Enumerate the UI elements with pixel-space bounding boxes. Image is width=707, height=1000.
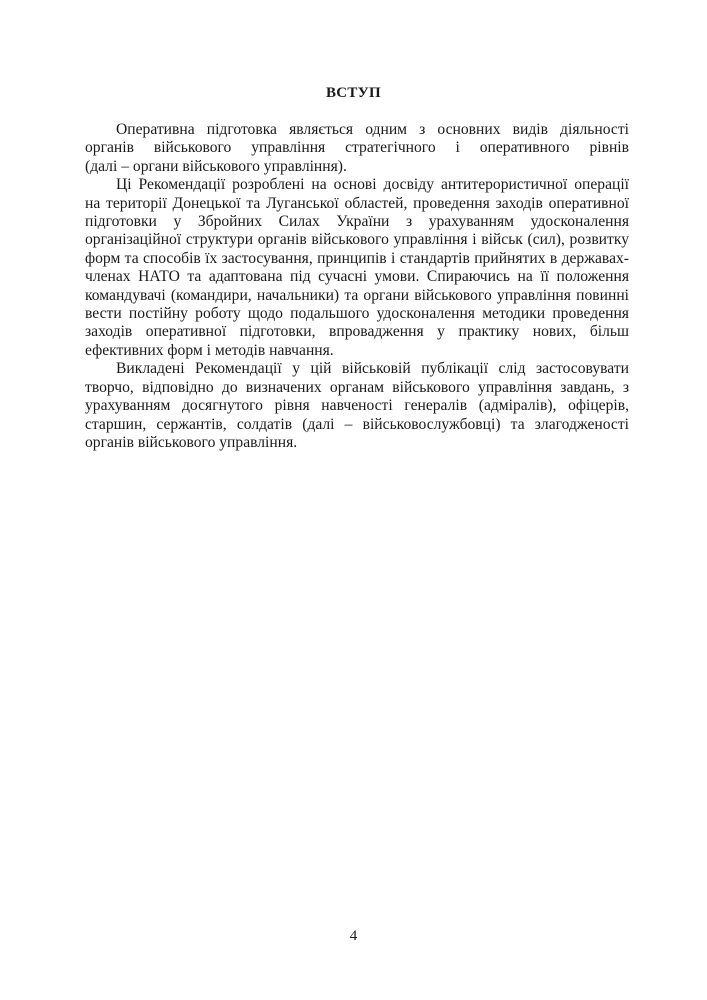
text-line: Викладені Рекомендації у цій військовій публікації слід застосовувати [116, 360, 629, 378]
text-line: Оперативна підготовка являється одним з основних видів діяльності [116, 121, 629, 138]
paragraph-2 [85, 176, 629, 360]
text-line: заходів оперативної підготовки, впровадження у практику нових, більш [85, 323, 629, 341]
text-line: вести постійну роботу щодо подальшого удосконалення методики проведення [85, 305, 629, 323]
text-line: на території Донецької та Луганської областей, проведення заходів оперативної [85, 194, 629, 212]
paragraph-3 [85, 360, 629, 452]
paragraph-1 [85, 121, 629, 176]
text-line: Ці Рекомендації розроблені на основі досвіду антитерористичної операції [116, 176, 629, 194]
text-line: урахуванням досягнутого рівня навченості генералів (адміралів), офіцерів, [85, 397, 629, 415]
text-line: командувачі (командири, начальники) та органи військового управління повинні [85, 286, 629, 304]
page-number: 4 [349, 928, 358, 944]
text-line: членах НАТО та адаптована під сучасні умови. Спираючись на її положення [85, 268, 629, 286]
text-line: підготовки у Збройних Силах України з урахуванням удосконалення [85, 213, 629, 231]
body-text [85, 121, 629, 452]
text-line: ефективних форм і методів навчання. [85, 341, 334, 359]
text-line: органів військового управління. [85, 433, 298, 451]
text-line: (далі – органи військового управління). [85, 157, 347, 175]
text-line: організаційної структури органів військового управління і військ (сил), розвитку [85, 231, 629, 249]
text-line: творчо, відповідно до визначених органам військового управління завдань, з [85, 378, 629, 396]
section-heading: ВСТУП [325, 85, 382, 101]
text-line: старшин, сержантів, солдатів (далі – військовослужбовці) та злагодженості [85, 415, 629, 433]
text-line: органів військового управління стратегічного і оперативного рівнів [85, 139, 629, 157]
text-line: форм та способів їх застосування, принципів і стандартів прийнятих в державах- [85, 249, 629, 267]
